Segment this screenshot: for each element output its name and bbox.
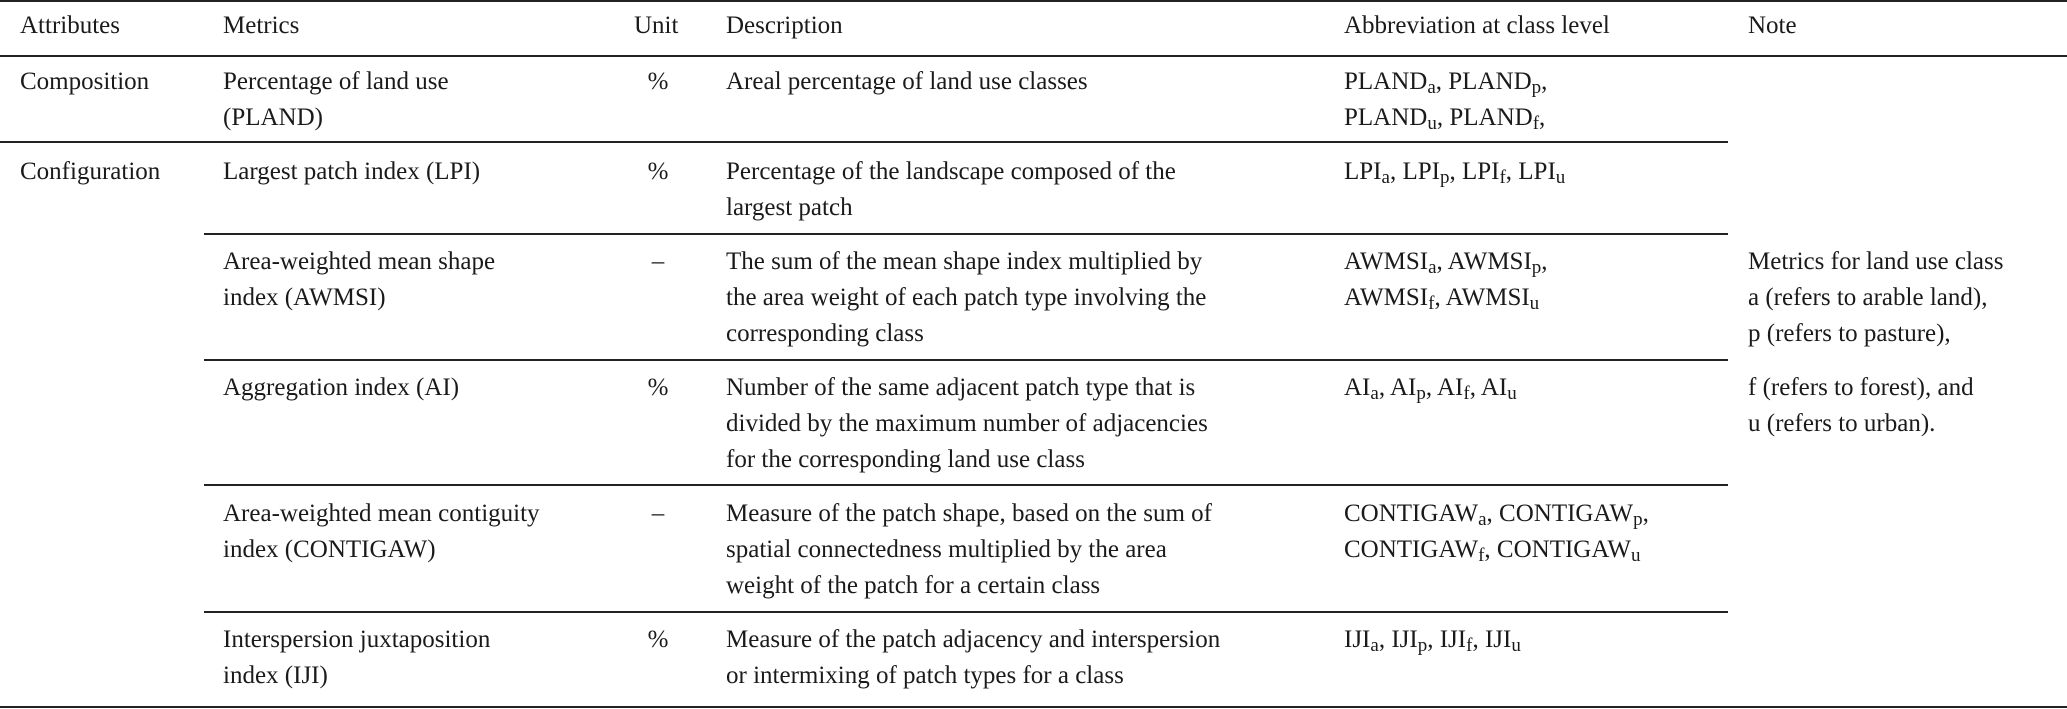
- abbreviation-subscript: f: [1466, 635, 1473, 656]
- metric-line: Area-weighted mean contiguity: [223, 500, 540, 527]
- metric-line: index (CONTIGAW): [223, 536, 436, 563]
- abbreviation-subscript: p: [1416, 383, 1426, 404]
- abbreviation-subscript: u: [1507, 383, 1517, 404]
- abbreviation-base: LPI: [1402, 158, 1440, 185]
- abbreviation-subscript: a: [1370, 383, 1379, 404]
- abbreviation-subscript: a: [1370, 635, 1379, 656]
- bottom-rule: [0, 706, 2067, 708]
- abbreviation-base: AI: [1480, 374, 1508, 401]
- note-line: f (refers to forest), and: [1748, 374, 1974, 401]
- abbreviation-base: AWMSI: [1445, 284, 1530, 311]
- abbreviation-separator: ,: [1436, 104, 1450, 131]
- abbreviation-base: CONTIGAW: [1496, 536, 1632, 563]
- header-note: Note: [1748, 12, 1797, 39]
- description-line: divided by the maximum number of adjacencies: [726, 410, 1208, 437]
- abbreviation-base: AWMSI: [1344, 284, 1429, 311]
- note-line: a (refers to arable land),: [1748, 284, 1988, 311]
- abbreviation-line: [1344, 154, 1565, 190]
- description-line: the area weight of each patch type involving the: [726, 284, 1207, 311]
- abbreviation-separator: ,: [1425, 374, 1437, 401]
- abbreviation-line: [1344, 532, 1641, 568]
- abbreviation-base: CONTIGAW: [1344, 536, 1479, 563]
- unit-cell: –: [651, 248, 665, 275]
- row-rule-lpi: [204, 233, 1728, 235]
- abbreviation-subscript: f: [1463, 383, 1470, 404]
- abbreviation-line: [1344, 280, 1539, 316]
- abbreviation-subscript: p: [1417, 635, 1428, 656]
- unit-cell: –: [651, 500, 665, 527]
- row-rule-awmsi: [204, 359, 1728, 361]
- abbreviation-base: AI: [1436, 374, 1464, 401]
- abbreviation-separator: ,: [1472, 626, 1485, 653]
- unit-cell: %: [647, 68, 669, 95]
- abbreviation-base: LPI: [1344, 158, 1382, 185]
- abbreviation-base: PLAND: [1344, 68, 1428, 95]
- note-line: Metrics for land use class: [1748, 248, 2004, 275]
- abbreviation-subscript: u: [1529, 293, 1540, 314]
- description-line: Measure of the patch adjacency and interspersion: [726, 626, 1221, 653]
- header-abbreviation: Abbreviation at class level: [1344, 12, 1610, 39]
- header-unit: Unit: [634, 12, 679, 39]
- abbreviation-separator: ,: [1541, 68, 1548, 95]
- abbreviation-separator: ,: [1427, 626, 1440, 653]
- description-line: Number of the same adjacent patch type that is: [726, 374, 1196, 401]
- abbreviation-line: [1344, 496, 1649, 532]
- description-line: corresponding class: [726, 320, 924, 347]
- description-line: The sum of the mean shape index multiplied by: [726, 248, 1203, 275]
- metric-line: Largest patch index (LPI): [223, 158, 481, 185]
- top-rule: [0, 0, 2067, 2]
- note-line: p (refers to pasture),: [1748, 320, 1951, 347]
- abbreviation-base: PLAND: [1449, 104, 1533, 131]
- abbreviation-separator: ,: [1486, 500, 1500, 527]
- abbreviation-subscript: a: [1478, 509, 1487, 530]
- abbreviation-separator: ,: [1378, 626, 1392, 653]
- metric-line: (PLAND): [223, 104, 323, 131]
- metric-line: Interspersion juxtaposition: [223, 626, 491, 653]
- header-metrics: Metrics: [223, 12, 300, 39]
- attribute-composition: Composition: [20, 68, 150, 95]
- abbreviation-subscript: p: [1633, 509, 1643, 530]
- header-rule: [0, 55, 2067, 57]
- row-rule-ai: [204, 484, 1728, 486]
- description-line: Areal percentage of land use classes: [726, 68, 1088, 95]
- abbreviation-base: LPI: [1461, 158, 1500, 185]
- abbreviation-base: IJI: [1439, 626, 1467, 653]
- description-line: weight of the patch for a certain class: [726, 572, 1101, 599]
- abbreviation-base: CONTIGAW: [1344, 500, 1479, 527]
- metric-line: index (IJI): [223, 662, 328, 689]
- attribute-rule: [0, 141, 1728, 143]
- header-attributes: Attributes: [20, 12, 120, 39]
- abbreviation-base: CONTIGAW: [1499, 500, 1634, 527]
- abbreviation-separator: ,: [1539, 104, 1546, 131]
- description-line: for the corresponding land use class: [726, 446, 1085, 473]
- abbreviation-base: AWMSI: [1344, 248, 1429, 275]
- abbreviation-base: AI: [1344, 374, 1371, 401]
- abbreviation-subscript: f: [1532, 113, 1540, 134]
- abbreviation-base: AWMSI: [1447, 248, 1532, 275]
- abbreviation-subscript: a: [1428, 257, 1437, 278]
- abbreviation-separator: ,: [1436, 248, 1448, 275]
- abbreviation-base: PLAND: [1448, 68, 1532, 95]
- abbreviation-base: PLAND: [1344, 104, 1428, 131]
- abbreviation-base: IJI: [1344, 626, 1371, 653]
- abbreviation-subscript: f: [1478, 545, 1485, 566]
- abbreviation-separator: ,: [1505, 158, 1519, 185]
- abbreviation-subscript: u: [1631, 545, 1641, 566]
- abbreviation-base: AI: [1389, 374, 1417, 401]
- abbreviation-line: [1344, 64, 1547, 100]
- abbreviation-separator: ,: [1484, 536, 1497, 563]
- description-line: Measure of the patch shape, based on the sum of: [726, 500, 1212, 527]
- unit-cell: %: [647, 158, 669, 185]
- abbreviation-base: IJI: [1484, 626, 1512, 653]
- description-line: spatial connectedness multiplied by the area: [726, 536, 1167, 563]
- unit-cell: %: [647, 374, 669, 401]
- abbreviation-subscript: u: [1511, 635, 1521, 656]
- header-description: Description: [726, 12, 843, 39]
- abbreviation-subscript: f: [1428, 293, 1435, 314]
- abbreviation-separator: ,: [1541, 248, 1548, 275]
- metric-line: index (AWMSI): [223, 284, 386, 311]
- abbreviation-line: [1344, 370, 1517, 406]
- abbreviation-subscript: a: [1427, 77, 1436, 98]
- abbreviation-separator: ,: [1469, 374, 1481, 401]
- abbreviation-separator: ,: [1435, 68, 1449, 95]
- abbreviation-separator: ,: [1389, 158, 1403, 185]
- row-rule-contigaw: [204, 611, 1728, 613]
- abbreviation-subscript: u: [1427, 113, 1437, 134]
- metric-line: Aggregation index (AI): [223, 374, 460, 401]
- abbreviation-line: [1344, 622, 1521, 658]
- abbreviation-subscript: p: [1439, 167, 1450, 188]
- abbreviation-separator: ,: [1434, 284, 1446, 311]
- abbreviation-separator: ,: [1449, 158, 1462, 185]
- abbreviation-subscript: p: [1531, 77, 1542, 98]
- abbreviation-base: IJI: [1391, 626, 1418, 653]
- metric-line: Area-weighted mean shape: [223, 248, 496, 275]
- abbreviation-line: [1344, 100, 1545, 136]
- abbreviation-separator: ,: [1378, 374, 1390, 401]
- metric-line: Percentage of land use: [223, 68, 449, 95]
- description-line: Percentage of the landscape composed of the: [726, 158, 1176, 185]
- abbreviation-base: LPI: [1518, 158, 1556, 185]
- description-line: largest patch: [726, 194, 853, 221]
- abbreviation-subscript: f: [1499, 167, 1506, 188]
- abbreviation-line: [1344, 244, 1548, 280]
- description-line: or intermixing of patch types for a class: [726, 662, 1124, 689]
- abbreviation-separator: ,: [1642, 500, 1649, 527]
- abbreviation-subscript: p: [1531, 257, 1542, 278]
- unit-cell: %: [647, 626, 669, 653]
- abbreviation-subscript: a: [1381, 167, 1390, 188]
- attribute-configuration: Configuration: [20, 158, 161, 185]
- note-line: u (refers to urban).: [1748, 410, 1936, 437]
- abbreviation-subscript: u: [1555, 167, 1566, 188]
